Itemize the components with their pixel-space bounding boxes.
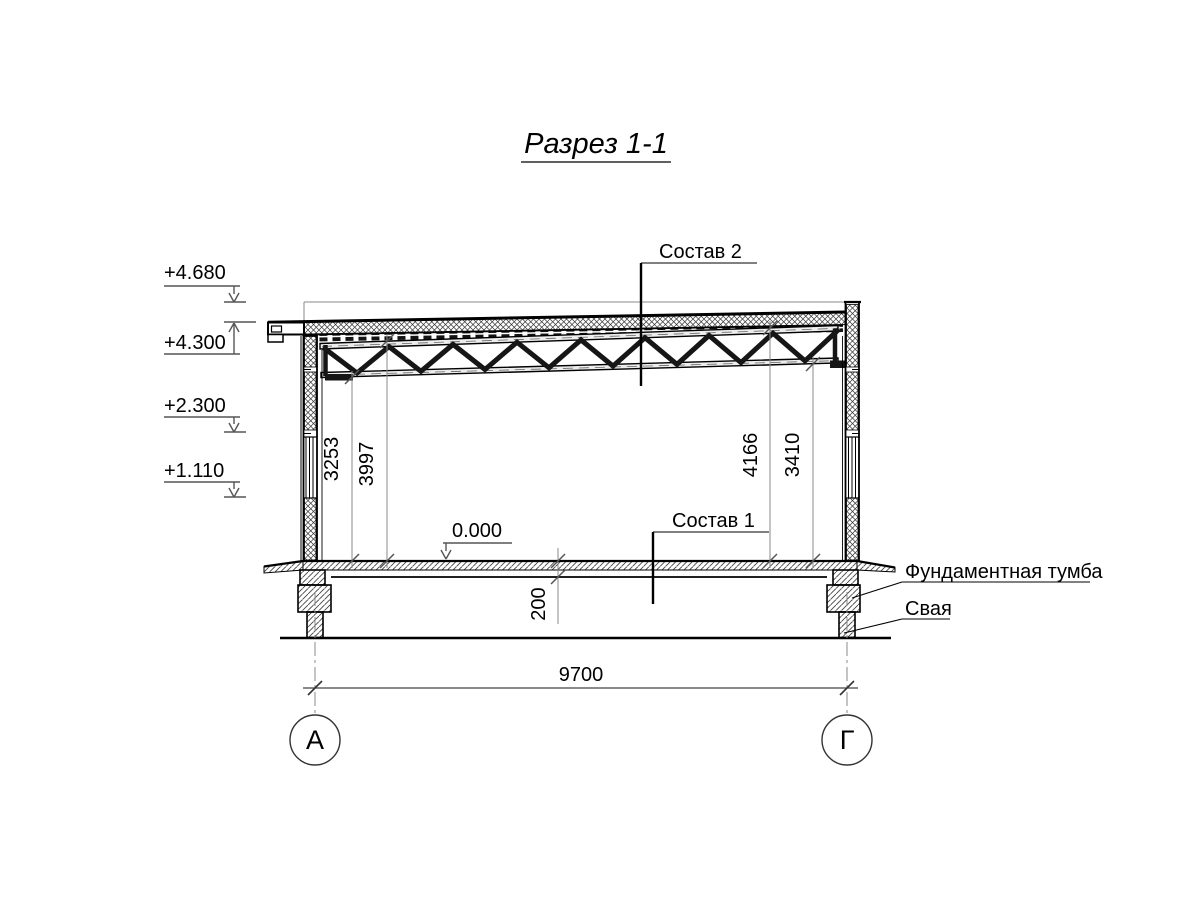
- wall-panel: [305, 498, 317, 560]
- level-mark-1110: [164, 460, 246, 497]
- axis-label-g: Г: [839, 725, 855, 755]
- dim-left-bottom-chord: [321, 370, 359, 568]
- wall-panel: [305, 372, 317, 430]
- callout-floor-assembly: [653, 510, 769, 604]
- pedestal-upper-right: [833, 570, 858, 585]
- wall-panel: [847, 372, 859, 430]
- floor-slab: [264, 561, 895, 577]
- level-value: +1.110: [164, 460, 225, 482]
- level-mark-2300: [164, 395, 246, 432]
- drawing-title: [521, 128, 671, 162]
- wall-panel: [847, 498, 859, 560]
- level-value: 0.000: [452, 520, 503, 542]
- dim-slab-thickness: [528, 548, 565, 624]
- level-mark-4680: [164, 262, 246, 302]
- dim-value: 3997: [356, 441, 378, 487]
- dim-value: 200: [528, 587, 550, 621]
- dim-span: [303, 664, 858, 695]
- callout-label: Состав 1: [672, 510, 755, 532]
- wall-panel: [847, 305, 859, 368]
- foundation-right: [827, 570, 860, 638]
- axis-label-a: А: [305, 725, 325, 755]
- level-mark-0000: [441, 520, 512, 559]
- wall-panel: [305, 337, 317, 368]
- level-value: +4.680: [164, 262, 226, 284]
- page-title: Разрез 1-1: [524, 128, 668, 160]
- callout-label: Фундаментная тумба: [905, 561, 1103, 583]
- dim-value: 3253: [321, 436, 343, 482]
- pedestal-right: [827, 585, 860, 612]
- level-value: +4.300: [164, 332, 226, 354]
- level-mark-4300: [164, 322, 256, 354]
- eave-cap: [268, 323, 304, 343]
- dim-value: 3410: [782, 432, 804, 478]
- right-wall: [843, 302, 862, 561]
- dim-right-bottom-chord: [782, 357, 820, 568]
- left-wall: [301, 336, 322, 562]
- dim-span-value: 9700: [558, 664, 604, 686]
- callout-label: Состав 2: [659, 241, 742, 263]
- callout-label: Свая: [905, 598, 952, 620]
- dim-value: 4166: [740, 432, 762, 478]
- level-value: +2.300: [164, 395, 226, 417]
- pedestal-upper-left: [300, 570, 325, 585]
